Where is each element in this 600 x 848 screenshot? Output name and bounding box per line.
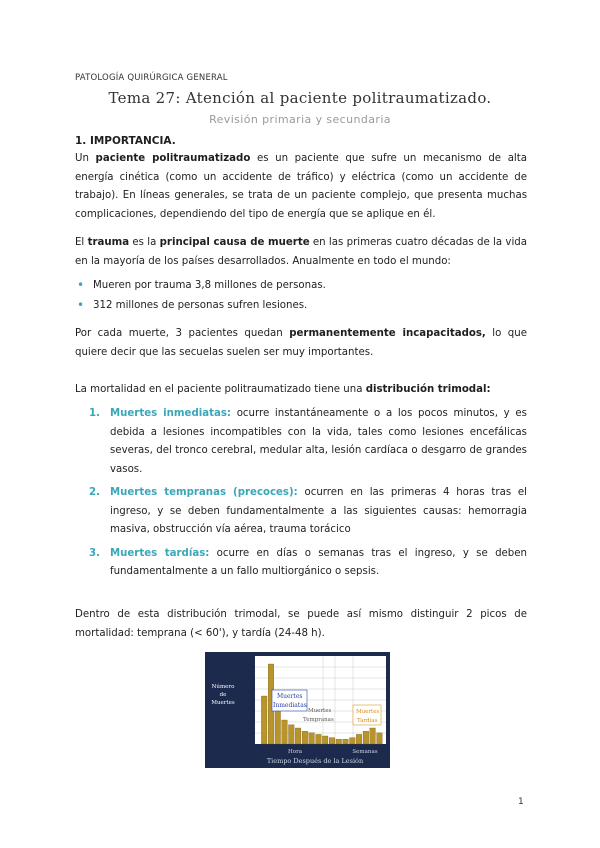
chart-bar: [282, 720, 288, 744]
chart-bar: [316, 734, 322, 744]
paragraph-incapacitados: [75, 325, 527, 362]
x-axis-title: Tiempo Después de la Lesión: [266, 757, 364, 765]
page-subtitle: Revisión primaria y secundaria: [209, 113, 391, 126]
annotation-inmediatas-2: Inmediatas: [273, 702, 307, 709]
y-label-line2: de: [219, 692, 227, 698]
bold-term: principal causa de muerte: [159, 237, 310, 248]
list-label: Muertes inmediatas:: [110, 408, 231, 419]
chart-bar: [309, 733, 315, 744]
text: es un paciente que sufre un mecanismo de alta energía cinética (como un accidente de tráfico) y eléctrica (como un accidente de trabajo). En líneas generales, se trata de un paciente complejo, que presenta muchas complicaciones, dependiendo del tipo de energía que se aplique en él.: [75, 153, 527, 220]
page-title: Tema 27: Atención al paciente politraumatizado.: [108, 89, 492, 107]
chart-bar: [329, 738, 335, 744]
x-tick-hora: Hora: [287, 749, 303, 755]
list-number: 1.: [89, 408, 100, 419]
chart-bar: [336, 739, 342, 744]
chart-bar: [377, 733, 383, 744]
text: Un: [75, 153, 96, 164]
annotation-tempranas-2: Tempranas: [303, 717, 334, 723]
list-text: ocurre en días o semanas tras el ingreso, y se deben fundamentalmente a un fallo multiorgánico o sepsis.: [110, 547, 527, 577]
chart-bar: [343, 739, 349, 744]
text: Por cada muerte, 3 pacientes quedan: [75, 328, 290, 339]
chart-bar: [289, 725, 295, 744]
chart-bar: [350, 738, 356, 744]
bold-term: trauma: [87, 237, 130, 248]
section-heading: 1. IMPORTANCIA.: [75, 135, 176, 147]
chart-bar: [295, 728, 301, 744]
bullet-icon: •: [77, 298, 85, 312]
chart-bar: [363, 731, 369, 744]
text: lo que quiere decir que las secuelas suelen ser muy importantes.: [75, 328, 528, 358]
list-label: Muertes tempranas (precoces):: [110, 487, 298, 498]
paragraph-trauma: [75, 234, 527, 271]
page-number: 1: [518, 797, 524, 807]
bullet-icon: •: [77, 278, 85, 292]
text: en las primeras cuatro décadas de la vida en la mayoría de los países desarrollados. Anualmente en todo el mundo:: [75, 237, 527, 267]
list-number: 2.: [89, 487, 100, 498]
trimodal-list: [89, 405, 527, 587]
list-item: [89, 405, 527, 479]
text: La mortalidad en el paciente politraumatizado tiene una: [75, 384, 366, 395]
list-text: ocurre instantáneamente o a los pocos minutos, y es debida a lesiones incompatibles con la vida, tales como lesiones encefálicas severas, del tronco cerebral, medular alta, lesión cardíaca o desgarro de grandes vasos.: [110, 408, 527, 475]
annotation-tardias-2: Tardías: [357, 718, 378, 724]
text: El: [75, 237, 88, 248]
list-item-text: Mueren por trauma 3,8 millones de personas.: [93, 280, 326, 291]
list-number: 3.: [89, 547, 100, 559]
y-label-line1: Número: [211, 684, 235, 690]
chart-bar: [356, 734, 362, 744]
annotation-inmediatas-1: Muertes: [277, 693, 303, 700]
paragraph-definition: [75, 150, 527, 224]
list-item: [75, 296, 326, 316]
paragraph-trimodal-intro: [75, 381, 527, 400]
chart-bar: [261, 696, 267, 744]
chart-bar: [370, 728, 376, 744]
paragraph-picos: Dentro de esta distribución trimodal, se puede así mismo distinguir 2 picos de mortalidad: temprana (< 60'), y tardía (24-48 h).: [75, 609, 527, 639]
chart-bar: [322, 736, 328, 744]
list-label: Muertes tardías:: [110, 547, 210, 559]
trimodal-chart: [205, 652, 390, 768]
bold-term: paciente politraumatizado: [95, 153, 251, 164]
text: es la: [129, 237, 160, 248]
bullet-list: [75, 276, 326, 316]
list-item-text: 312 millones de personas sufren lesiones.: [93, 300, 308, 311]
chart-bar: [302, 731, 308, 744]
x-tick-semanas: Semanas: [352, 749, 378, 755]
annotation-tardias-1: Muertes: [356, 709, 380, 715]
list-item: [89, 545, 527, 582]
list-text: ocurren en las primeras 4 horas tras el ingreso, y se deben fundamentalmente a las siguientes causas: hemorragia masiva, obstrucción vía aérea, trauma torácico: [110, 487, 527, 535]
list-item: [89, 484, 527, 540]
list-item: [75, 276, 326, 296]
bold-term: permanentemente incapacitados,: [289, 328, 486, 339]
y-label-line3: Muertes: [211, 700, 235, 706]
running-header: PATOLOGÍA QUIRÚRGICA GENERAL: [75, 73, 228, 83]
bold-term: distribución trimodal:: [365, 384, 491, 395]
annotation-tempranas-1: Muertes: [308, 708, 332, 714]
